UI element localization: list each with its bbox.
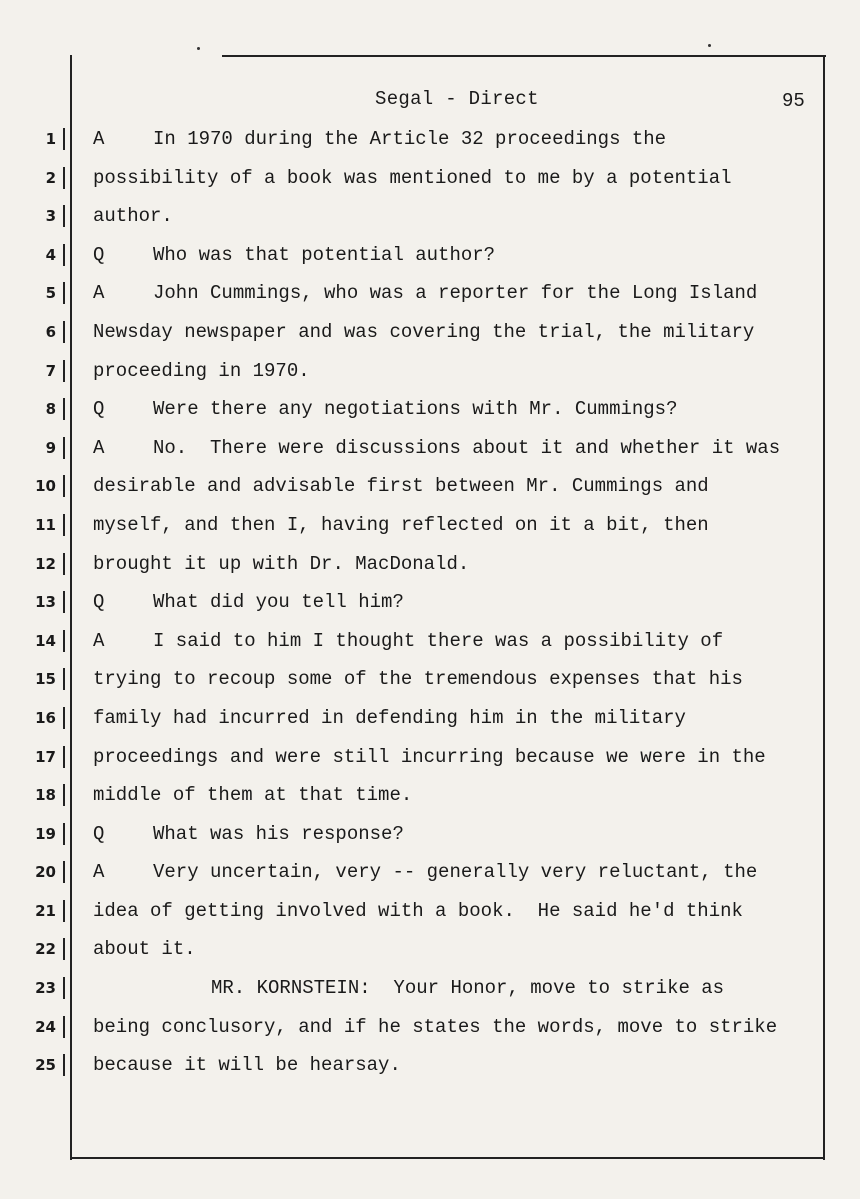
speck — [708, 44, 711, 47]
line-number: 10 — [35, 477, 56, 496]
line-text: What did you tell him? — [153, 591, 404, 614]
line-tick — [63, 236, 71, 275]
line-tick — [63, 622, 71, 661]
line-text: Were there any negotiations with Mr. Cummings? — [153, 398, 678, 421]
question-marker: Q — [93, 398, 105, 421]
line-number: 8 — [45, 400, 56, 419]
line-tick — [63, 969, 71, 1008]
transcript-line — [93, 815, 818, 854]
right-margin-rule — [823, 55, 825, 1160]
line-text: desirable and advisable first between Mr. Cummings and — [93, 475, 709, 498]
transcript-line — [93, 853, 818, 892]
bottom-rule — [70, 1157, 825, 1159]
transcript-line — [93, 622, 818, 661]
line-text: What was his response? — [153, 822, 404, 845]
line-tick — [63, 313, 71, 352]
line-number: 6 — [45, 322, 56, 341]
transcript-line — [93, 313, 818, 352]
transcript-line — [93, 583, 818, 622]
line-number: 14 — [35, 631, 56, 650]
line-text: family had incurred in defending him in the military — [93, 706, 686, 729]
line-text: possibility of a book was mentioned to me by a potential — [93, 166, 732, 189]
line-tick — [63, 274, 71, 313]
transcript-line — [93, 159, 818, 198]
transcript-line — [93, 660, 818, 699]
line-number: 19 — [35, 824, 56, 843]
line-number: 22 — [35, 940, 56, 959]
line-tick — [63, 159, 71, 198]
line-number: 20 — [35, 863, 56, 882]
line-tick — [63, 892, 71, 931]
line-tick — [63, 390, 71, 429]
transcript-line — [93, 892, 818, 931]
top-rule — [222, 55, 826, 57]
line-text: MR. KORNSTEIN: Your Honor, move to strike as — [211, 977, 725, 1000]
line-tick — [63, 1046, 71, 1085]
line-number: 2 — [45, 168, 56, 187]
transcript-line — [93, 1046, 818, 1085]
line-tick — [63, 699, 71, 738]
transcript-line — [93, 429, 818, 468]
answer-marker: A — [93, 436, 105, 459]
line-number: 21 — [35, 901, 56, 920]
line-text: proceedings and were still incurring because we were in the — [93, 745, 766, 768]
line-text: idea of getting involved with a book. He said he'd think — [93, 899, 743, 922]
transcript-line — [93, 506, 818, 545]
line-text: myself, and then I, having reflected on it a bit, then — [93, 513, 709, 536]
answer-marker: A — [93, 861, 105, 884]
line-tick — [63, 583, 71, 622]
transcript-line — [93, 545, 818, 584]
line-text: because it will be hearsay. — [93, 1054, 401, 1077]
line-text: trying to recoup some of the tremendous expenses that his — [93, 668, 743, 691]
line-tick — [63, 738, 71, 777]
line-number: 15 — [35, 670, 56, 689]
transcript-line — [93, 236, 818, 275]
line-text: brought it up with Dr. MacDonald. — [93, 552, 470, 575]
line-text: being conclusory, and if he states the words, move to strike — [93, 1015, 778, 1038]
transcript-line — [93, 390, 818, 429]
line-tick — [63, 506, 71, 545]
transcript-line — [93, 120, 818, 159]
answer-marker: A — [93, 282, 105, 305]
line-text: Very uncertain, very -- generally very reluctant, the — [153, 861, 758, 884]
line-tick — [63, 120, 71, 159]
line-number: 11 — [35, 515, 56, 534]
line-tick — [63, 776, 71, 815]
line-tick — [63, 352, 71, 391]
line-tick — [63, 467, 71, 506]
line-tick — [63, 930, 71, 969]
line-text: Newsday newspaper and was covering the trial, the military — [93, 320, 755, 343]
line-number: 3 — [45, 207, 56, 226]
line-number: 24 — [35, 1017, 56, 1036]
line-number: 9 — [45, 438, 56, 457]
line-text: about it. — [93, 938, 196, 961]
question-marker: Q — [93, 591, 105, 614]
line-text: proceeding in 1970. — [93, 359, 310, 382]
line-text: Who was that potential author? — [153, 243, 496, 266]
transcript-line — [93, 467, 818, 506]
line-number: 12 — [35, 554, 56, 573]
question-marker: Q — [93, 243, 105, 266]
line-tick — [63, 197, 71, 236]
line-text: John Cummings, who was a reporter for the Long Island — [153, 282, 758, 305]
question-marker: Q — [93, 822, 105, 845]
page-number: 95 — [782, 90, 805, 112]
line-tick — [63, 545, 71, 584]
transcript-line — [93, 1008, 818, 1047]
transcript-line — [93, 969, 818, 1008]
line-tick — [63, 1008, 71, 1047]
transcript-line — [93, 699, 818, 738]
line-tick — [63, 815, 71, 854]
line-number: 17 — [35, 747, 56, 766]
line-number: 16 — [35, 708, 56, 727]
line-number: 4 — [45, 245, 56, 264]
line-number: 13 — [35, 593, 56, 612]
transcript-line — [93, 738, 818, 777]
line-tick — [63, 660, 71, 699]
line-text: middle of them at that time. — [93, 784, 413, 807]
answer-marker: A — [93, 128, 105, 150]
line-tick — [63, 853, 71, 892]
line-text: In 1970 during the Article 32 proceedings the — [153, 128, 667, 150]
answer-marker: A — [93, 629, 105, 652]
transcript-line — [93, 352, 818, 391]
line-number-column — [22, 120, 56, 1085]
speck — [197, 47, 200, 50]
line-tick — [63, 429, 71, 468]
transcript-body — [93, 120, 818, 1085]
line-text: author. — [93, 205, 173, 228]
line-number: 5 — [45, 284, 56, 303]
line-number: 7 — [45, 361, 56, 380]
transcript-line — [93, 274, 818, 313]
line-number: 1 — [45, 130, 56, 148]
line-number: 18 — [35, 786, 56, 805]
line-tick-column — [63, 120, 71, 1085]
line-text: I said to him I thought there was a possibility of — [153, 629, 724, 652]
transcript-line — [93, 776, 818, 815]
page-header-title: Segal - Direct — [375, 88, 539, 110]
line-text: No. There were discussions about it and whether it was — [153, 436, 781, 459]
line-number: 25 — [35, 1056, 56, 1075]
transcript-line — [93, 930, 818, 969]
transcript-line — [93, 197, 818, 236]
line-number: 23 — [35, 979, 56, 998]
